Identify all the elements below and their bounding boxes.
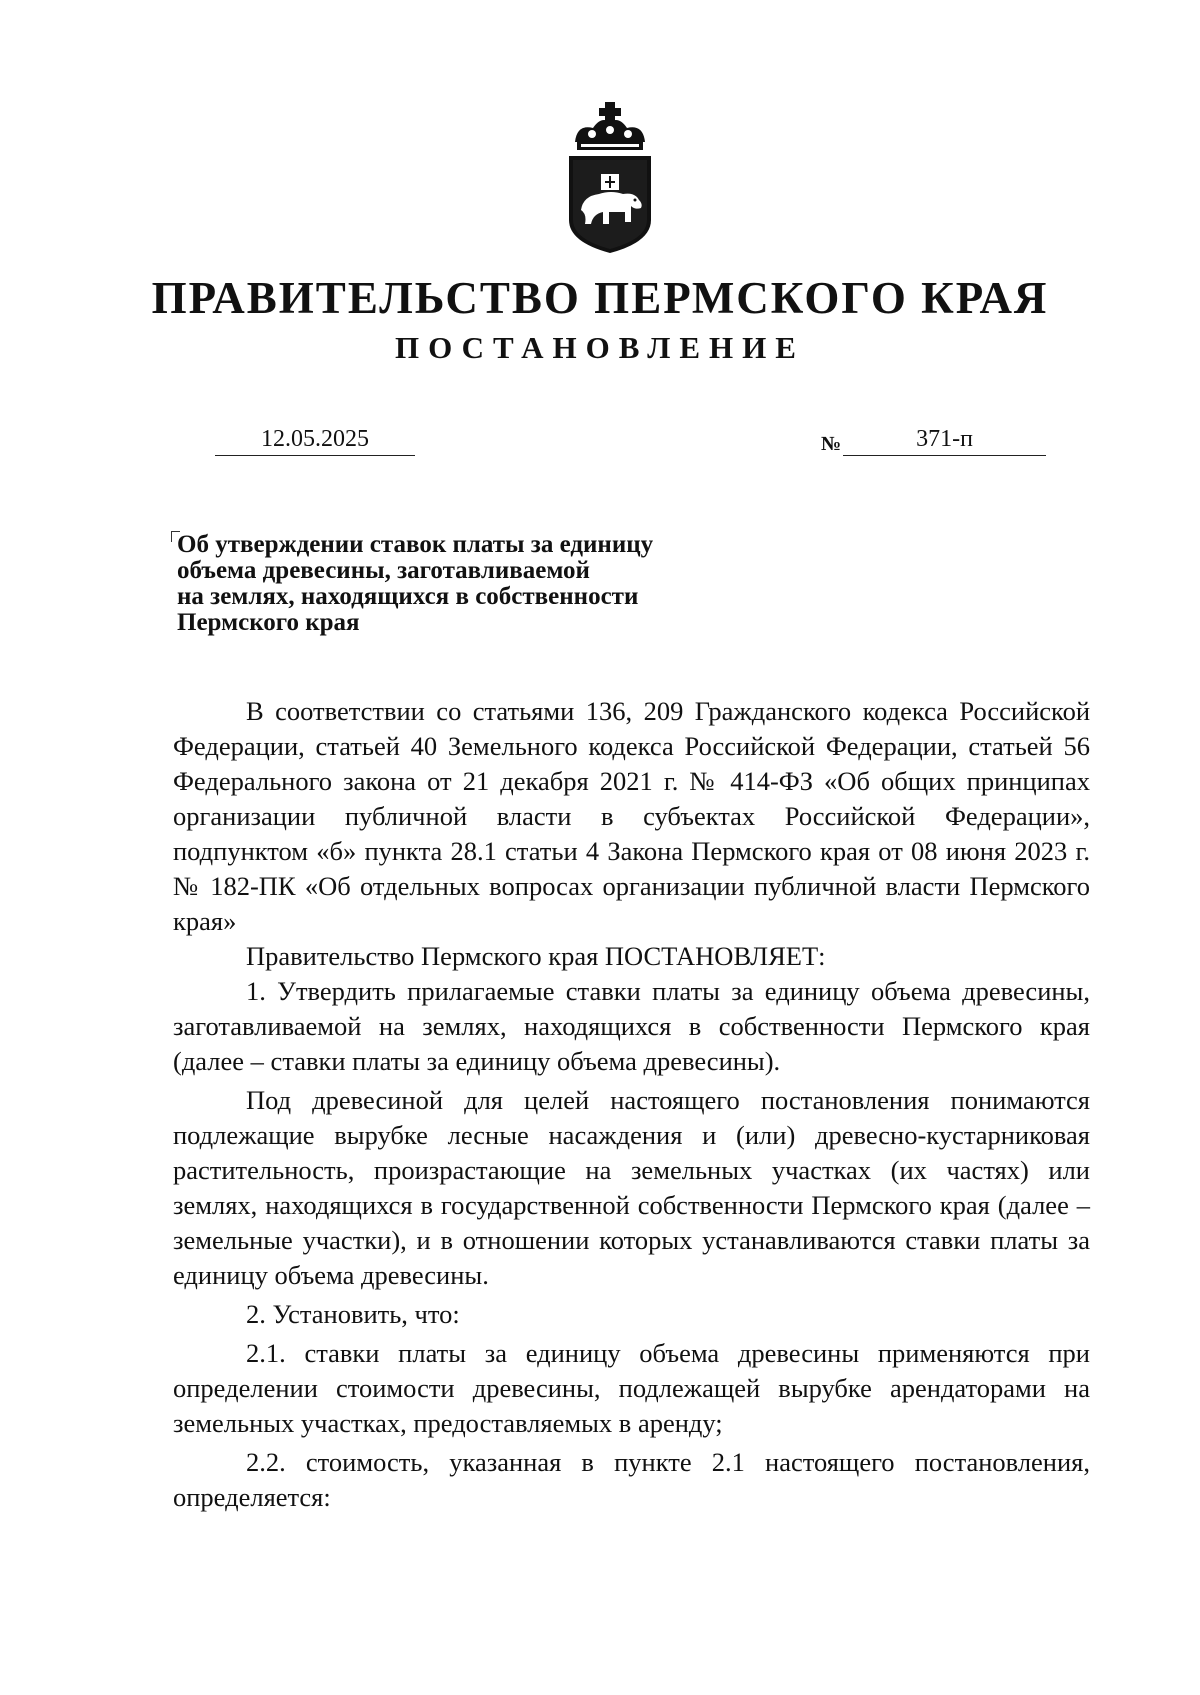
paragraph-item-2: 2. Установить, что:	[246, 1299, 460, 1329]
title-line: объема древесины, заготавливаемой	[177, 557, 590, 584]
paragraph-resolves: Правительство Пермского края ПОСТАНОВЛЯЕТ:	[246, 941, 826, 971]
paragraph-item-2-1: 2.1. ставки платы за единицу объема древесины применяются при определении стоимости древесины, подлежащей вырубке арендаторами на земельных участках, предоставляемых в аренду;	[173, 1338, 1090, 1438]
paragraph-item-2-2: 2.2. стоимость, указанная в пункте 2.1 настоящего постановления, определяется:	[173, 1447, 1090, 1512]
document-title	[177, 532, 737, 636]
title-line: Об утверждении ставок платы за единицу	[177, 531, 654, 558]
organization-title: ПРАВИТЕЛЬСТВО ПЕРМСКОГО КРАЯ	[151, 273, 1049, 323]
title-line: Пермского края	[177, 609, 360, 636]
paragraph-definition: Под древесиной для целей настоящего постановления понимаются подлежащие вырубке лесные насаждения и (или) древесно-кустарниковая растительность, произрастающие на земельных участках (их частях) или землях, находящихся в государственной собственности Пермского края (далее – земельные участки), и в отношении которых устанавливаются ставки платы за единицу объема древесины.	[173, 1085, 1090, 1290]
document-type: ПОСТАНОВЛЕНИЕ	[395, 330, 805, 365]
document-number: 371-п	[843, 425, 1046, 456]
paragraph-preamble: В соответствии со статьями 136, 209 Гражданского кодекса Российской Федерации, статьей 40 Земельного кодекса Российской Федерации, статьей 56 Федерального закона от 21 декабря 2021 г. № 414-ФЗ «Об общих принципах организации публичной власти в субъектах Российской Федерации», подпунктом «б» пункта 28.1 статьи 4 Закона Пермского края от 08 июня 2023 г. № 182-ПК «Об отдельных вопросах организации публичной власти Пермского края»	[173, 696, 1090, 936]
document-date: 12.05.2025	[215, 425, 415, 456]
number-sign: №	[821, 433, 842, 455]
document-body	[173, 694, 1090, 1515]
paragraph-item-1: 1. Утвердить прилагаемые ставки платы за единицу объема древесины, заготавливаемой на землях, находящихся в собственности Пермского края (далее – ставки платы за единицу объема древесины).	[173, 976, 1090, 1076]
coat-of-arms-icon	[565, 100, 655, 255]
title-line: на землях, находящихся в собственности	[177, 583, 639, 610]
